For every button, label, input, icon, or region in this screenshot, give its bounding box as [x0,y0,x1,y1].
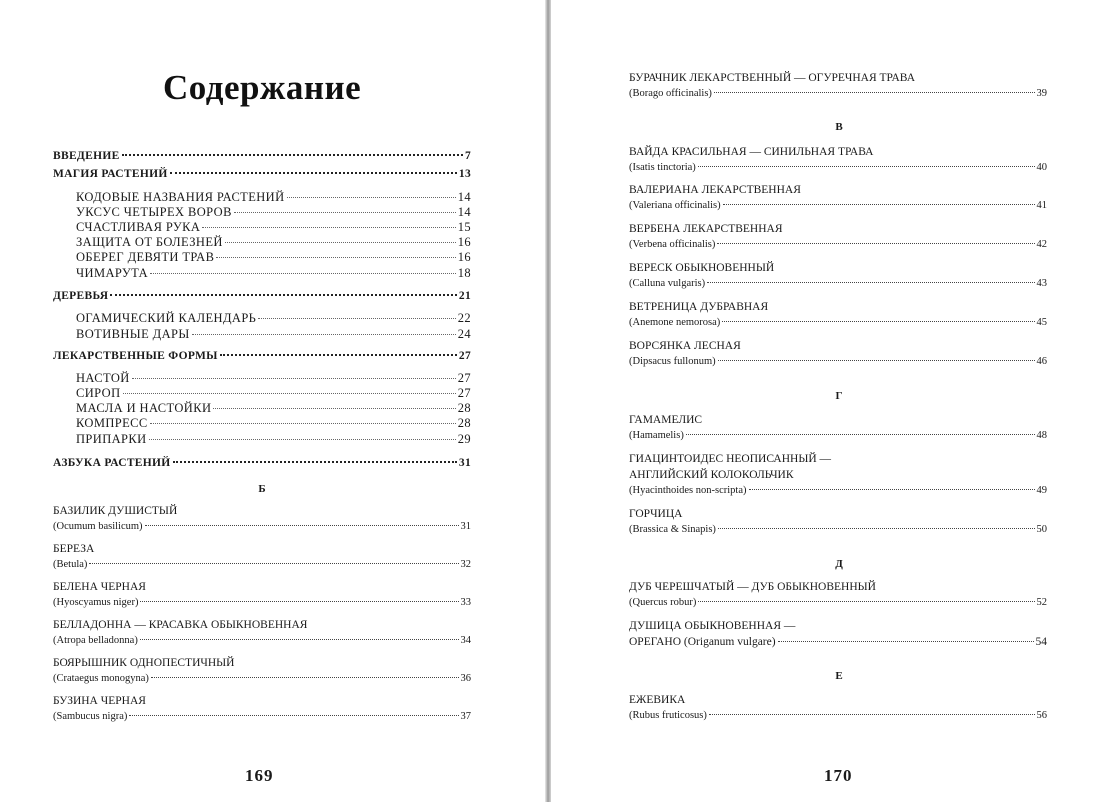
toc-subentry: СИРОП 27 [76,386,471,400]
toc-subentry: ЧИМАРУТА 18 [76,266,471,280]
toc-subentry: КОДОВЫЕ НАЗВАНИЯ РАСТЕНИЙ 14 [76,190,471,204]
plant-name: ГИАЦИНТОИДЕС НЕОПИСАННЫЙ — [629,453,832,465]
toc-entry: ЛЕКАРСТВЕННЫЕ ФОРМЫ 27 [53,350,471,362]
plant-latin: (Rubus fruticosus) 56 [629,710,1047,721]
page-number: 169 [245,766,274,785]
plant-name: ГОРЧИЦА [629,508,683,520]
page-number: 170 [824,766,853,785]
plant-latin: (Brassica & Sinapis) 50 [629,524,1047,535]
toc-entry: АЗБУКА РАСТЕНИЙ 31 [53,457,471,469]
toc-subentry: СЧАСТЛИВАЯ РУКА 15 [76,220,471,234]
plant-name: ДУБ ЧЕРЕШЧАТЫЙ — ДУБ ОБЫКНОВЕННЫЙ [629,581,876,593]
page-title: Содержание [163,68,362,107]
plant-latin: ОРЕГАНО (Origanum vulgare) 54 [629,636,1047,648]
toc-subentry: ВОТИВНЫЕ ДАРЫ 24 [76,327,471,341]
alphabet-letter: Д [835,558,843,570]
plant-latin: (Borago officinalis) 39 [629,88,1047,99]
plant-latin: (Verbena officinalis) 42 [629,239,1047,250]
toc-subentry: ЗАЩИТА ОТ БОЛЕЗНЕЙ 16 [76,235,471,249]
plant-name: БУЗИНА ЧЕРНАЯ [53,695,146,707]
plant-name: ГАМАМЕЛИС [629,414,703,426]
alphabet-letter: Б [258,483,266,495]
plant-name-continued: АНГЛИЙСКИЙ КОЛОКОЛЬЧИК [629,469,794,481]
plant-latin: (Sambucus nigra) 37 [53,711,471,722]
plant-name: ВЕТРЕНИЦА ДУБРАВНАЯ [629,301,769,313]
plant-name: ВЕРЕСК ОБЫКНОВЕННЫЙ [629,262,775,274]
plant-name: БОЯРЫШНИК ОДНОПЕСТИЧНЫЙ [53,657,235,669]
plant-name: БЕРЕЗА [53,543,95,555]
plant-name: ВАЙДА КРАСИЛЬНАЯ — СИНИЛЬНАЯ ТРАВА [629,146,874,158]
toc-subentry: ПРИПАРКИ 29 [76,432,471,446]
plant-name: БАЗИЛИК ДУШИСТЫЙ [53,505,178,517]
alphabet-letter: В [835,121,843,133]
toc-subentry: УКСУС ЧЕТЫРЕХ ВОРОВ 14 [76,205,471,219]
plant-name: БЕЛЕНА ЧЕРНАЯ [53,581,146,593]
plant-latin: (Quercus robur) 52 [629,597,1047,608]
alphabet-letter: Е [835,670,843,682]
plant-latin: (Hyoscyamus niger) 33 [53,597,471,608]
plant-latin: (Betula) 32 [53,559,471,570]
toc-subentry: КОМПРЕСС 28 [76,416,471,430]
plant-name: ВАЛЕРИАНА ЛЕКАРСТВЕННАЯ [629,184,801,196]
toc-subentry: ОГАМИЧЕСКИЙ КАЛЕНДАРЬ 22 [76,311,471,325]
plant-name: БЕЛЛАДОННА — КРАСАВКА ОБЫКНОВЕННАЯ [53,619,308,631]
alphabet-letter: Г [835,390,843,402]
toc-subentry: НАСТОЙ 27 [76,371,471,385]
toc-entry: ДЕРЕВЬЯ 21 [53,290,471,302]
left-page [0,0,545,802]
plant-latin: (Hamamelis) 48 [629,430,1047,441]
plant-latin: (Ocumum basilicum) 31 [53,521,471,532]
plant-latin: (Hyacinthoides non-scripta) 49 [629,485,1047,496]
toc-entry: МАГИЯ РАСТЕНИЙ 13 [53,168,471,180]
plant-latin: (Valeriana officinalis) 41 [629,200,1047,211]
toc-subentry: МАСЛА И НАСТОЙКИ 28 [76,401,471,415]
plant-name: ДУШИЦА ОБЫКНОВЕННАЯ — [629,620,796,632]
plant-latin: (Dipsacus fullonum) 46 [629,356,1047,367]
plant-latin: (Calluna vulgaris) 43 [629,278,1047,289]
plant-latin: (Atropa belladonna) 34 [53,635,471,646]
plant-latin: (Anemone nemorosa) 45 [629,317,1047,328]
plant-name: ВОРСЯНКА ЛЕСНАЯ [629,340,741,352]
plant-name: ЕЖЕВИКА [629,694,686,706]
toc-entry: ВВЕДЕНИЕ 7 [53,150,471,162]
plant-latin: (Isatis tinctoria) 40 [629,162,1047,173]
toc-subentry: ОБЕРЕГ ДЕВЯТИ ТРАВ 16 [76,250,471,264]
right-page [551,0,1095,802]
plant-name: ВЕРБЕНА ЛЕКАРСТВЕННАЯ [629,223,783,235]
plant-name: БУРАЧНИК ЛЕКАРСТВЕННЫЙ — ОГУРЕЧНАЯ ТРАВА [629,72,916,84]
plant-latin: (Crataegus monogyna) 36 [53,673,471,684]
